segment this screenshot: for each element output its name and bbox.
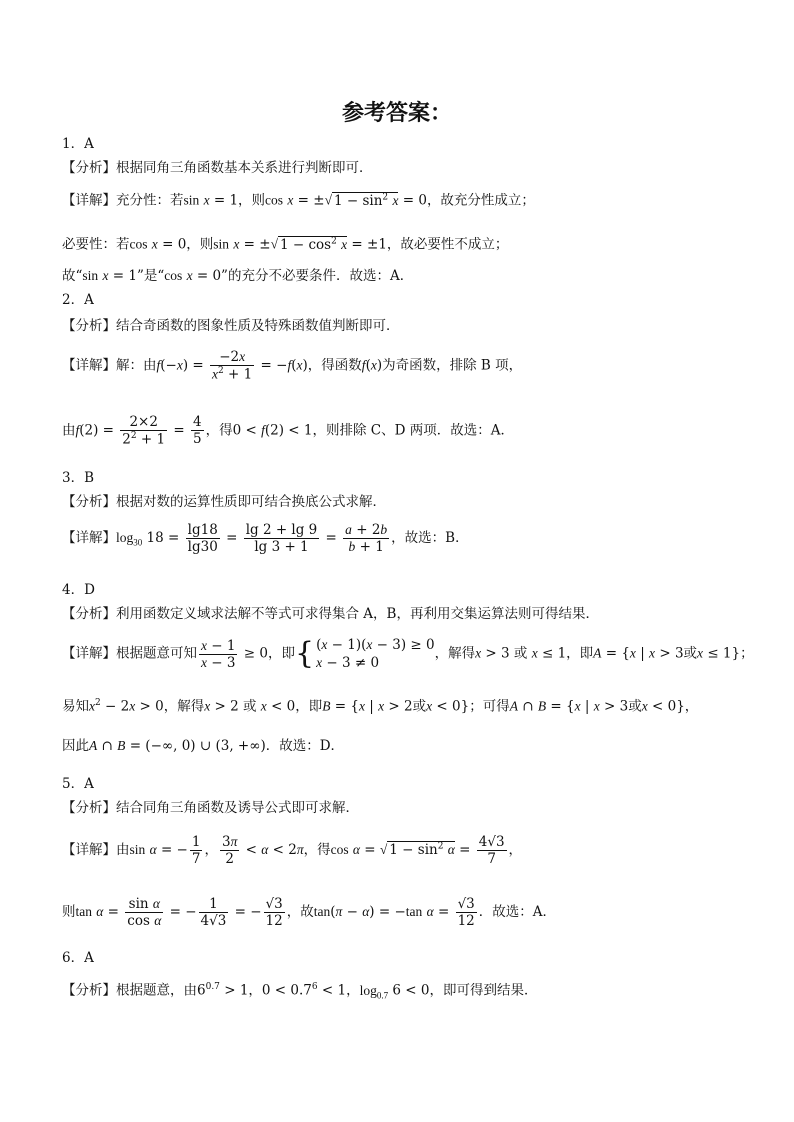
q1-analysis: 【分析】根据同角三角函数基本关系进行判断即可． <box>62 160 373 176</box>
q2-detail: 【详解】解：由f(−x) = $\frac{-2x}{x^2 + 1}$ = −f(x)，得函数f(x)为奇函数，排除 B 项， <box>62 349 523 383</box>
q2-evaluate: 由f(2) = $\frac{2\times 2}{2^2 + 1}$ = $\frac{4}{5}$ ，得0 < f(2) < 1，则排除 C、D 两项．故选：A． <box>62 414 514 448</box>
q3-analysis: 【分析】根据对数的运算性质即可结合换底公式求解． <box>62 494 386 510</box>
q5-detail: 【详解】由sin α = − $\frac{1}{7}$ ， $\frac{3\pi}{2}$ < α < 2π，得cos α = √ $1 - \sin^2 \alpha$ = $\frac{4√3}{7}$ ， <box>62 834 523 868</box>
q6-analysis: 【分析】根据题意，由$6^{0.7} > 1$，$0 < 0.7^6 < 1$，$\log_{0.7} 6 < 0$，即可得到结果． <box>62 982 538 1001</box>
q4-detail: 【详解】根据题意可知 $\frac{x - 1}{x - 3}$ ≥ 0，即{ (x − 1)(x − 3) ≥ 0 x − 3 ≠ 0 ，解得x > 3 或 x ≤ 1，即A = {x | x > 3或x ≤ 1}； <box>62 636 754 672</box>
q5-analysis: 【分析】结合同角三角函数及诱导公式即可求解． <box>62 800 359 816</box>
q4-conclusion: 因此A ∩ B = (−∞, 0) ∪ (3, +∞)．故选：D． <box>62 738 345 754</box>
page-title: 参考答案： <box>341 101 452 126</box>
q5-number: 5．A <box>62 776 94 792</box>
q5-tangent: 则tan α = $\frac{\text{sin α}}{\text{cos α}}$ = − $\frac{1}{4√3}$ = − $\frac{√3}{12}$ ，故tan(π − α) = −tan α = $\frac{√3}{12}$ ．故选：A． <box>62 896 557 930</box>
q1-necessity: 必要性：若cos x = 0，则sin x = ±√ $1 - \cos^2 x = \pm 1$，故必要性不成立； <box>62 236 509 253</box>
q2-number: 2．A <box>62 292 94 308</box>
q6-number: 6．A <box>62 950 94 966</box>
q3-number: 3．B <box>62 470 95 486</box>
q4-number: 4．D <box>62 582 95 598</box>
q4-set-b: 易知$x^2 - 2x > 0$，解得x > 2 或 x < 0，即B = {x | x > 2或x < 0}；可得A ∩ B = {x | x > 3或x < 0}， <box>62 698 699 715</box>
q1-detail: 【详解】充分性：若sin x = 1，则cos x = ±√ $1 - \sin^2 x = 0$，故充分性成立； <box>62 192 535 209</box>
q4-analysis: 【分析】利用函数定义域求法解不等式可求得集合 A，B，再利用交集运算法则可得结果． <box>62 606 599 622</box>
q3-detail: 【详解】$\log_{30} 18$ = $\frac{\lg 18}{\lg 30}$ = $\frac{\lg 2 + \lg 9}{\lg 3 + 1}$ = $\frac{a + 2b}{b + 1}$ ，故选：B． <box>62 522 469 556</box>
q1-number: 1．A <box>62 136 94 152</box>
q1-conclusion: 故“sin x = 1”是“cos x = 0”的充分不必要条件．故选：A． <box>62 268 414 284</box>
q2-analysis: 【分析】结合奇函数的图象性质及特殊函数值判断即可． <box>62 318 400 334</box>
